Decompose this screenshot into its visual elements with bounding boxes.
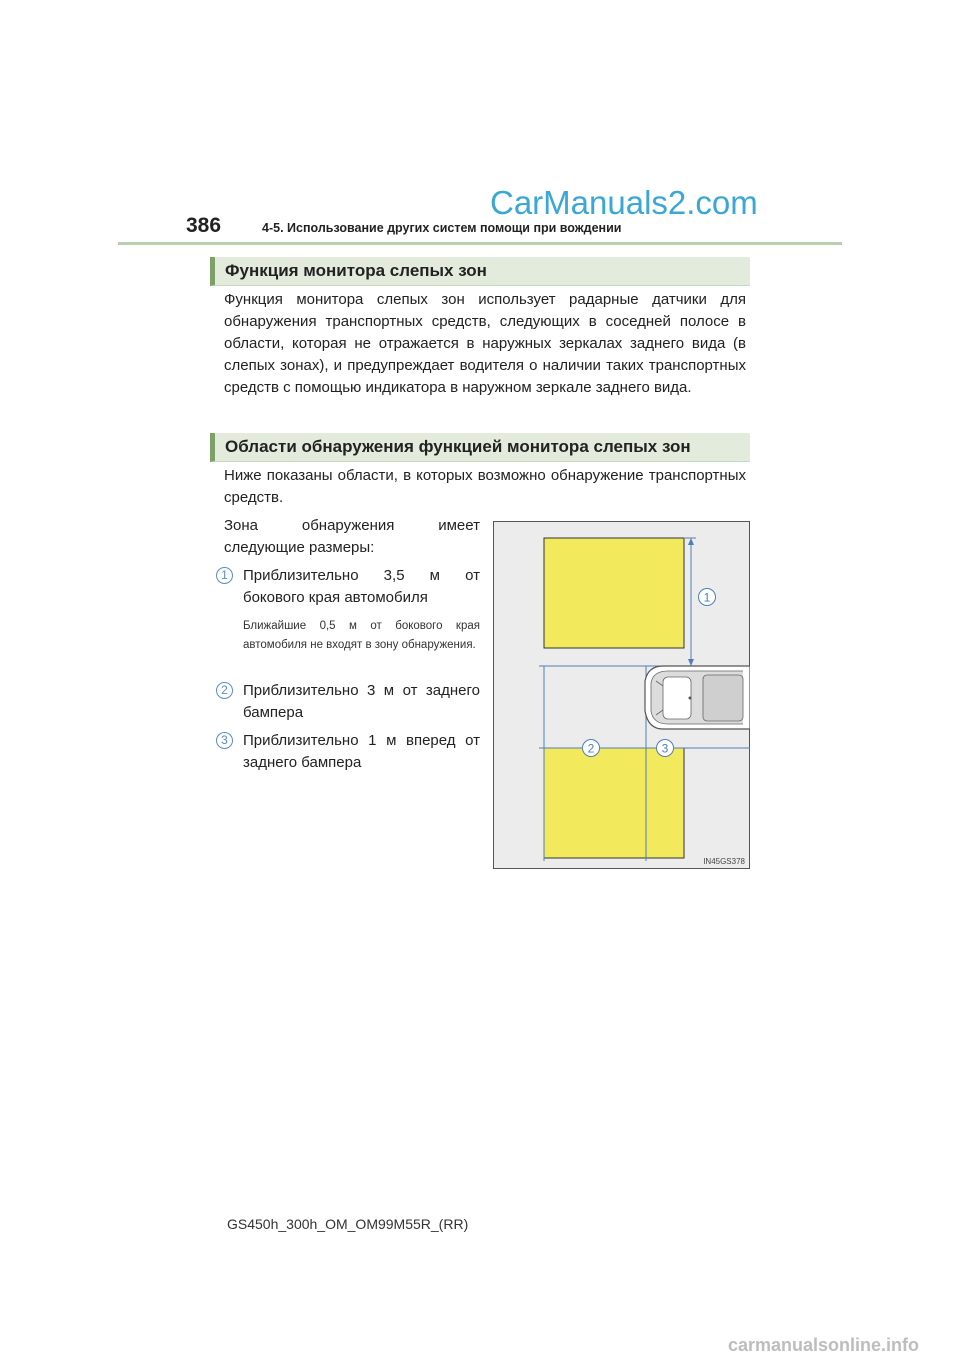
header-rule (118, 242, 842, 245)
paragraph-detection-intro: Ниже показаны области, в которых возможно обнаружение транспортных средств. (224, 467, 746, 506)
list-number-2: 2 (216, 682, 233, 699)
heading-detection-areas (210, 433, 750, 462)
heading-blind-spot-function (210, 257, 750, 286)
detection-zone-diagram (493, 521, 750, 869)
upper-detection-zone (544, 538, 684, 648)
label-3 (657, 740, 674, 757)
heading-text: Функция монитора слепых зон (225, 261, 487, 280)
page-number: 386 (186, 214, 222, 237)
list-item-2: Приблизительно 3 м от заднего бампера (243, 682, 480, 721)
watermark-bottom: carmanualsonline.info (728, 1335, 920, 1355)
section-header: 4-5. Использование других систем помощи при вождении (262, 221, 622, 235)
label-1 (699, 589, 716, 606)
label-1-text: 1 (703, 590, 711, 605)
list-item-3: Приблизительно 1 м вперед от заднего бампера (243, 732, 480, 771)
list-number-3: 3 (216, 732, 233, 749)
zone-dimensions-text: Зона обнаружения имеет следующие размеры: (224, 517, 480, 556)
label-2 (583, 740, 600, 757)
list-number-1: 1 (216, 567, 233, 584)
heading-text: Области обнаружения функцией монитора слепых зон (225, 437, 691, 456)
paragraph-function-description: Функция монитора слепых зон использует радарные датчики для обнаружения транспортных средств, следующих в соседней полосе в области, которая не отражается в наружных зеркалах заднего вида (в слепых зонах), и предупреждает водителя о наличии таких транспортных средств с помощью индикатора в наружном зеркале заднего вида. (224, 291, 746, 396)
diagram-code: IN45GS378 (703, 857, 745, 866)
label-3-text: 3 (661, 741, 669, 756)
car-top-view (645, 666, 750, 729)
lower-detection-zone (544, 748, 684, 858)
label-2-text: 2 (587, 741, 595, 756)
list-item-1: Приблизительно 3,5 м от бокового края автомобиля (243, 567, 480, 606)
list-item-1-note: Ближайшие 0,5 м от бокового края автомобиля не входят в зону обнаружения. (243, 620, 480, 651)
watermark-top: CarManuals2.com (490, 184, 758, 221)
footer-doc-code: GS450h_300h_OM_OM99M55R_(RR) (227, 1216, 469, 1232)
